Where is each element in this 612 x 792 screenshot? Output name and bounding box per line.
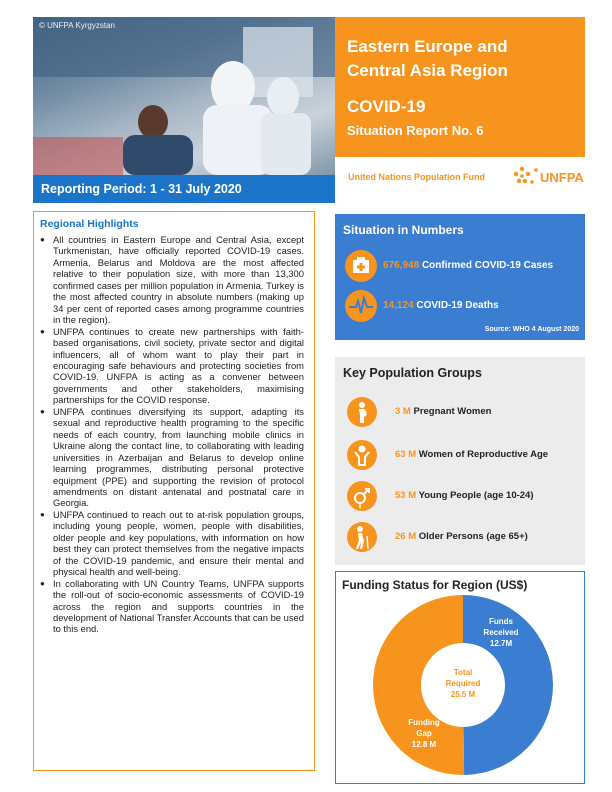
situation-report-number: Situation Report No. 6: [347, 123, 484, 138]
highlight-item: ● All countries in Eastern Europe and Central Asia, except Turkmenistan, have officially reported COVID-19 cases. Armenia, Belarus and Moldova are the most affected relative to their population size, with more than 13,300 confirmed cases per million population in Armenia. Turkey is the most affected country in absolute numbers (making up 34 per cent of reported cases among programme countries in the region).: [40, 234, 304, 326]
unfpa-logo: [510, 162, 588, 192]
group-stat: 26 M Older Persons (age 65+): [395, 531, 528, 542]
total-label-line1: Total: [453, 668, 473, 677]
group-row: [347, 522, 583, 552]
bullet-icon: ●: [40, 509, 45, 519]
gap-value: 12.8 M: [411, 740, 437, 749]
cases-number: 676,948: [383, 260, 420, 271]
title-block: [335, 17, 585, 157]
highlight-item: ● UNFPA continues to create new partnerships with faith-based organisations, civil society, private sector and digital influencers, all of whom want to play their part in encouraging safe behaviours and protecting societies from COVID-19. UNFPA is acting as a convener between governments and other stakeholders, maximising partnerships for the COVID response.: [40, 325, 304, 406]
elderly-person-icon: [347, 522, 377, 552]
funding-status: [335, 571, 585, 784]
received-value: 12.7M: [489, 639, 513, 648]
received-label-line1: Funds: [489, 617, 513, 626]
bullet-icon: ●: [40, 235, 45, 244]
group-stat: 63 M Women of Reproductive Age: [395, 449, 549, 460]
gap-label-line1: Funding: [408, 718, 440, 727]
cases-label: Confirmed COVID-19 Cases: [421, 260, 554, 271]
photo-credit: © UNFPA Kyrgyzstan: [39, 21, 115, 30]
org-name: United Nations Population Fund: [348, 172, 485, 182]
photo-illustration: [33, 17, 335, 175]
group-stat: 53 M Young People (age 10-24): [395, 490, 534, 501]
pregnant-woman-icon: [347, 397, 377, 427]
received-label-line2: Received: [483, 628, 519, 637]
funding-heading: Funding Status for Region (US$): [342, 578, 528, 592]
deaths-label: COVID-19 Deaths: [416, 300, 499, 311]
situation-in-numbers: [335, 214, 585, 340]
highlights-heading: Regional Highlights: [40, 218, 139, 230]
woman-icon: [347, 440, 377, 470]
cases-stat: [383, 260, 553, 271]
bullet-icon: ●: [40, 326, 45, 336]
highlight-item: ● In collaborating with UN Country Teams, UNFPA supports the roll-out of socio-economic assessments of COVID-19 across the region and supports countries in the development of National Transfer Accounts that can be used to this end.: [40, 577, 304, 635]
situation-heading: Situation in Numbers: [343, 223, 464, 237]
highlight-item: ● UNFPA continued to reach out to at-risk population groups, including young people, women, people with disabilities, older people and key populations, with information on how best they can protect themselves from the negative impacts of the COVID-19 pandemic, and ensure their mental and physical health and well-being.: [40, 508, 304, 578]
bullet-icon: ●: [40, 578, 45, 588]
deaths-row: [345, 290, 585, 324]
deaths-stat: [383, 300, 499, 311]
covid-title: COVID-19: [347, 97, 426, 116]
gap-label-line2: Gap: [416, 729, 432, 738]
regional-highlights: [33, 211, 315, 771]
group-stat: 3 M Pregnant Women: [395, 406, 492, 417]
heartbeat-icon: [345, 290, 377, 322]
situation-source: Source: WHO 4 August 2020: [484, 326, 579, 333]
cases-row: [345, 250, 585, 284]
deaths-number: 14,124: [383, 300, 414, 311]
reporting-period: Reporting Period: 1 - 31 July 2020: [33, 175, 335, 203]
total-value: 25.5 M: [450, 690, 476, 699]
hospital-icon: [345, 250, 377, 282]
keypop-heading: Key Population Groups: [343, 366, 482, 380]
group-row: [347, 397, 583, 427]
region-title-line1: Eastern Europe and: [347, 37, 508, 56]
cover-photo: [33, 17, 335, 175]
key-population-groups: [335, 357, 585, 565]
group-row: [347, 481, 583, 511]
logo-text: UNFPA: [540, 170, 584, 185]
highlight-item: ● UNFPA continues diversifying its support, adapting its sexual and reproductive health programing to the specific needs of each country, from launching mobile clinics in Ukraine along the contact line, to collaborating with leading universities in Azerbaijan and Belarus to develop online learning programmes, distributing personal protective equipment (PPE) and supporting the revision of protocol amendments on distant antenatal and postnatal care in Georgia.: [40, 405, 304, 509]
gender-symbol-icon: [347, 481, 377, 511]
highlights-list: [40, 234, 304, 635]
bullet-icon: ●: [40, 406, 45, 416]
group-row: [347, 440, 583, 470]
funding-donut-chart: [336, 572, 583, 782]
region-title-line2: Central Asia Region: [347, 61, 508, 80]
total-label-line2: Required: [445, 679, 481, 688]
